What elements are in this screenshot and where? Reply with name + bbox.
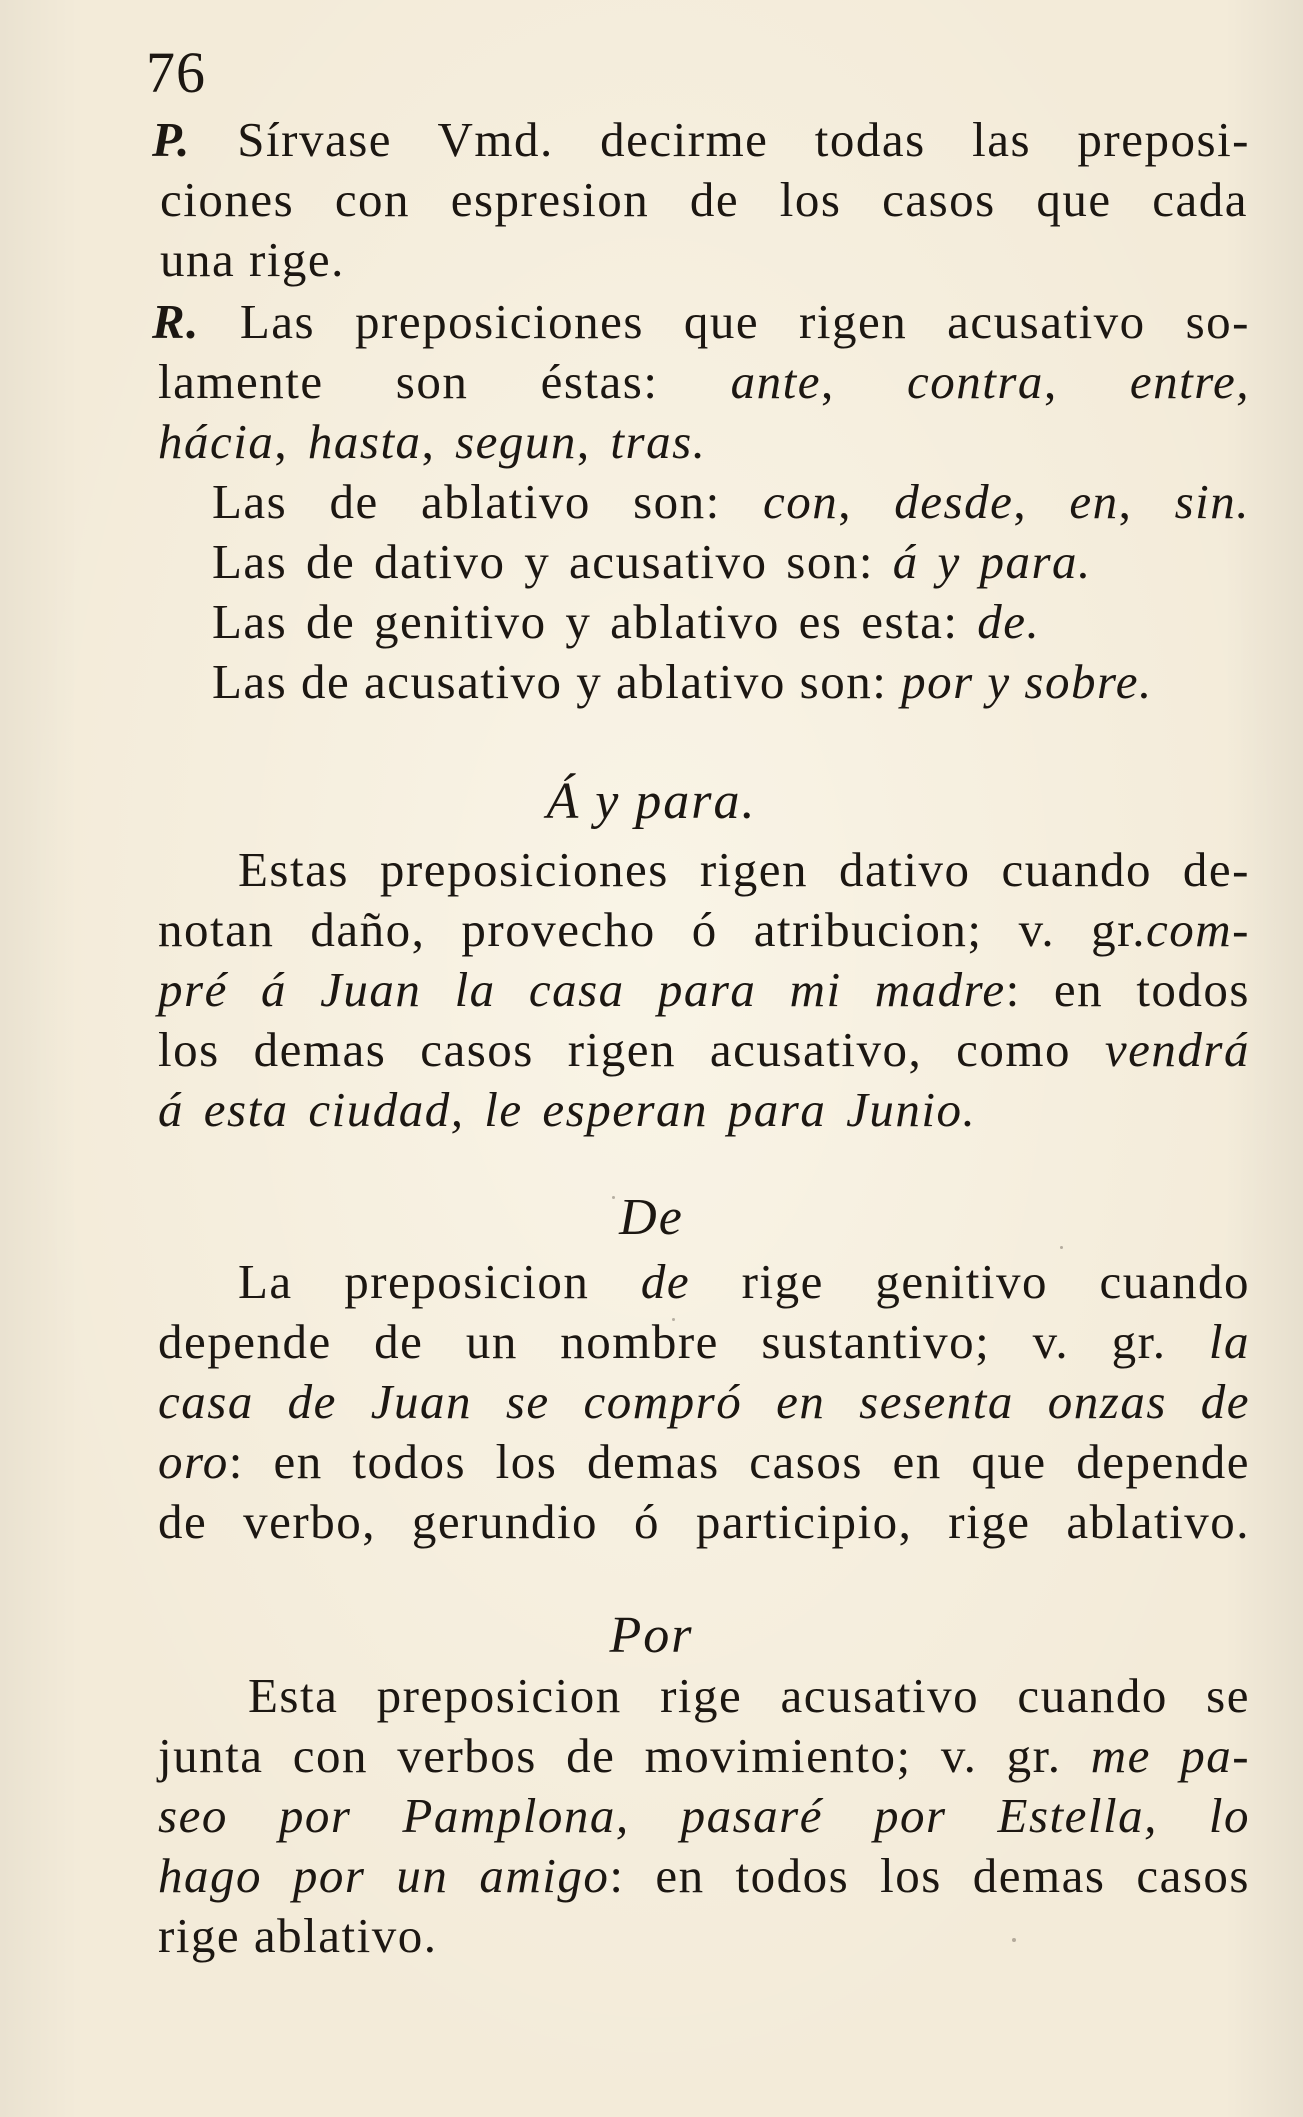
section-line — [158, 1432, 1250, 1492]
paper-speck — [1060, 1246, 1063, 1249]
section-line — [158, 1492, 1250, 1552]
section-text: rige ablativo. — [158, 1908, 438, 1963]
section-italic: la — [1208, 1314, 1250, 1369]
answer-text: lamente son éstas: — [158, 354, 659, 409]
answer-text: Las de dativo y acusativo son: — [212, 534, 874, 589]
answer-line — [212, 532, 1092, 592]
answer-text: Las de acusativo y ablativo son: — [212, 654, 888, 709]
section-italic: de — [640, 1254, 691, 1309]
section-line — [238, 840, 1250, 900]
preposition-term: segun — [455, 414, 577, 469]
section-line — [248, 1666, 1250, 1726]
section-text: Esta preposicion rige acusativo cuando se — [248, 1668, 1250, 1723]
section-line — [158, 1080, 976, 1140]
section-line — [158, 960, 1250, 1020]
section-italic: me pa- — [1090, 1728, 1251, 1783]
preposition-term: de. — [977, 594, 1041, 649]
section-text: junta con verbos de movimiento; v. gr. — [158, 1728, 1062, 1783]
preposition-term: entre, — [1129, 354, 1251, 409]
section-line — [158, 1906, 438, 1966]
question-marker: P. — [152, 112, 191, 167]
answer-line: lamente son éstas: ante, contra, entre, — [158, 354, 1251, 409]
section-text: Estas preposiciones rigen dativo cuando de- — [238, 842, 1250, 897]
section-line — [158, 1726, 1250, 1786]
preposition-term: tras. — [610, 414, 707, 469]
answer-text: Las preposiciones que rigen acusativo so- — [239, 294, 1250, 349]
section-italic: pré á Juan la casa para mi madre — [158, 962, 1006, 1017]
section-italic: casa de Juan se compró en sesenta onzas de — [158, 1374, 1250, 1429]
section-line — [238, 1252, 1250, 1312]
preposition-term: contra — [907, 354, 1044, 409]
answer-line: Las de ablativo son: con, desde, en, sin. — [212, 474, 1251, 529]
section-italic: oro — [158, 1434, 229, 1489]
answer-line: hácia, hasta, segun, tras. — [158, 414, 707, 469]
answer-marker: R. — [152, 294, 200, 349]
question-text: Sírvase Vmd. decirme todas las preposi- — [237, 112, 1250, 167]
preposition-term: en — [1069, 474, 1119, 529]
section-italic: hago por un amigo — [158, 1848, 610, 1903]
section-italic: seo por Pamplona, pasaré por Estella, — [158, 1788, 1158, 1843]
section-italic: vendrá — [1104, 1022, 1250, 1077]
question-line — [160, 170, 1248, 230]
question-text: ciones con espresion de los casos que cada — [160, 172, 1248, 227]
preposition-term: con — [763, 474, 839, 529]
section-italic: á esta ciudad, le esperan para Junio. — [158, 1082, 977, 1137]
section-line — [158, 1020, 1250, 1080]
section-text: : en todos — [1005, 962, 1251, 1017]
answer-text: Las de genitivo y ablativo es esta: — [212, 594, 959, 649]
section-text: los demas casos rigen acusativo, como — [158, 1022, 1071, 1077]
preposition-term: hasta — [307, 414, 422, 469]
section-line — [158, 1372, 1250, 1432]
preposition-term: desde — [894, 474, 1014, 529]
section-text: rige genitivo cuando — [741, 1254, 1251, 1309]
question-line — [160, 230, 345, 290]
preposition-term: sin. — [1174, 474, 1251, 529]
section-italic: lo — [1208, 1788, 1250, 1843]
preposition-term: hácia — [158, 414, 275, 469]
preposition-term: ante — [730, 354, 822, 409]
paper-speck — [612, 1196, 615, 1199]
section-text: depende de un nombre sustantivo; v. gr. — [158, 1314, 1167, 1369]
section-line — [158, 900, 1250, 960]
section-text: notan daño, provecho ó atribucion; v. gr. — [158, 902, 1147, 957]
preposition-term: por y sobre. — [901, 654, 1153, 709]
page-number: 76 — [146, 40, 206, 105]
answer-line — [212, 652, 1153, 712]
section-text: : en todos los demas casos — [609, 1848, 1250, 1903]
preposition-term: á y para. — [892, 534, 1092, 589]
answer-line — [152, 292, 1250, 352]
section-text: La preposicion — [238, 1254, 590, 1309]
question-text: una rige. — [160, 232, 345, 287]
section-italic: com- — [1146, 902, 1250, 957]
section-heading: Por — [609, 1607, 694, 1664]
section-text: de verbo, gerundio ó participio, rige ablativo. — [158, 1494, 1250, 1549]
section-heading: De — [619, 1189, 684, 1246]
section-line — [158, 1312, 1250, 1372]
section-line — [158, 1846, 1250, 1906]
answer-text: Las de ablativo son: — [212, 474, 721, 529]
question-line — [152, 110, 1250, 170]
section-heading: Á y para. — [546, 773, 757, 830]
answer-line — [212, 592, 1040, 652]
paper-speck — [672, 1318, 675, 1321]
section-text: : en todos los demas casos en que depende — [228, 1434, 1250, 1489]
paper-speck — [1012, 1938, 1016, 1942]
section-line — [158, 1786, 1250, 1846]
